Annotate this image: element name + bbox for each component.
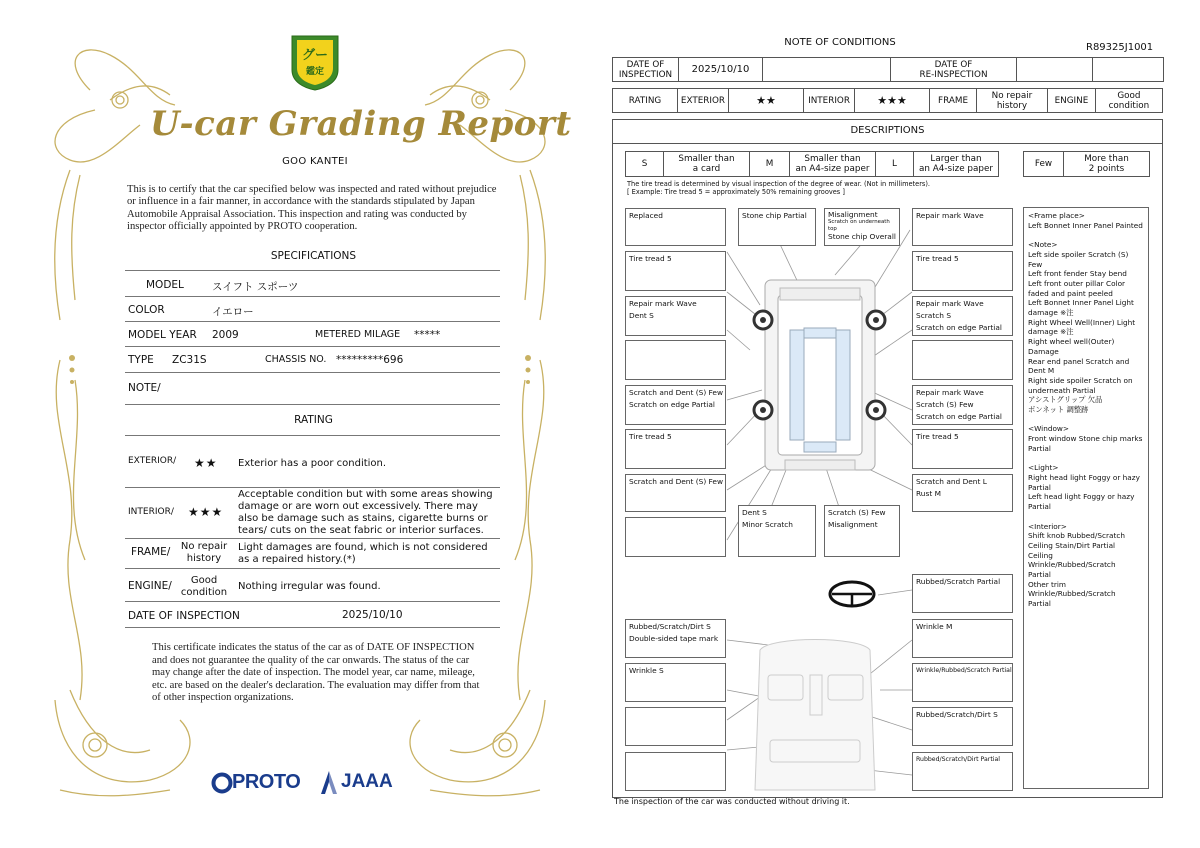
divider (125, 627, 500, 628)
descriptions-heading: DESCRIPTIONS (850, 125, 925, 136)
note-line (1028, 512, 1144, 522)
note-line: Right wheel well(Outer) (1028, 337, 1115, 347)
note-line: Left side spoiler Scratch (S) Few (1028, 249, 1129, 269)
chassis-value: *********696 (336, 354, 404, 366)
description-box (625, 752, 726, 791)
divider (125, 435, 500, 436)
engine-value-line1: Good (190, 575, 218, 586)
engine-value-line2: condition (180, 587, 228, 598)
note-line: Left Bonnet Inner Panel Light (1028, 298, 1134, 308)
note-line: Other trim (1028, 579, 1067, 589)
certificate-subtitle: GOO KANTEI (282, 156, 348, 167)
description-box: Dent S Minor Scratch (738, 505, 816, 557)
exterior-stars: ★★ (728, 89, 803, 113)
note-line: Partial (1028, 570, 1051, 580)
type-value: ZC31S (172, 354, 207, 366)
color-label: COLOR (128, 304, 165, 316)
frame-label: FRAME/ (131, 546, 171, 558)
note-line: Left Bonnet Inner Panel Painted (1028, 220, 1143, 230)
frame-description: Light damages are found, which is not considered as a repaired history.(*) (238, 542, 488, 565)
proto-logo: PROTO (232, 771, 301, 793)
description-box: Rubbed/Scratch Partial (912, 574, 1013, 613)
description-box (912, 340, 1013, 380)
description-box: Tire tread 5 (912, 251, 1013, 291)
note-line: Dent M (1028, 366, 1055, 376)
description-box: Misalignment Scratch on underneath top Stone chip Overall (824, 208, 900, 246)
note-line: Left head light Foggy or hazy (1028, 492, 1135, 502)
note-line: Right head light Foggy or hazy (1028, 472, 1140, 482)
inspection-date-table (612, 57, 1164, 82)
note-line: Damage (1028, 346, 1059, 356)
note-line: アシストグリップ 欠品 (1028, 395, 1103, 405)
note-title: NOTE OF CONDITIONS (784, 37, 896, 48)
description-box (625, 707, 726, 746)
divider (125, 372, 500, 373)
reinspection-label: DATE OF RE-INSPECTION (891, 58, 1017, 82)
empty-cell (1093, 58, 1164, 82)
condition-notes-list (1023, 207, 1149, 789)
divider (125, 404, 500, 405)
interior-description: Acceptable condition but with some areas showing damage or are worn out excessively. There may also be damage such as stains, cigarette burns or tears/ cuts on the seat fabric or interior surfaces. (238, 489, 493, 536)
frame-label: FRAME (930, 89, 977, 113)
interior-stars: ★★★ (854, 89, 929, 113)
description-box (625, 340, 726, 380)
model-year-label: MODEL YEAR (128, 329, 197, 341)
chassis-label: CHASSIS NO. (265, 354, 327, 365)
specifications-heading: SPECIFICATIONS (270, 250, 357, 262)
svg-text:鑑定: 鑑定 (305, 67, 325, 77)
rating-table (612, 88, 1163, 113)
no-driving-note: The inspection of the car was conducted without driving it. (614, 797, 850, 806)
divider (125, 538, 500, 539)
description-box: Stone chip Partial (738, 208, 816, 246)
exterior-label: EXTERIOR/ (128, 456, 177, 466)
legend-m: M (750, 152, 790, 177)
engine-value: Good condition (1095, 89, 1162, 113)
note-line: Ceiling (1028, 550, 1053, 560)
note-line: <Light> (1028, 463, 1059, 473)
exterior-label: EXTERIOR (678, 89, 729, 113)
inspection-date-value: 2025/10/10 (342, 609, 403, 621)
note-label: NOTE/ (128, 382, 161, 394)
certificate-footer-text: This certificate indicates the status of the car as of DATE OF INSPECTION and does not guarantee the quality of the car onwards. The status of the car may change after the date of inspection. The model year, car name, mileage, etc. are based on the dealer's declaration. The evaluation may differ from that of other inspection organizations. (152, 642, 480, 703)
divider (125, 601, 500, 602)
report-id: R89325J1001 (1086, 42, 1154, 53)
engine-label: ENGINE (1048, 89, 1096, 113)
frame-value-line1: No repair (180, 541, 228, 552)
divider (125, 346, 500, 347)
divider (125, 296, 500, 297)
rating-label: RATING (613, 89, 678, 113)
date-of-inspection-label: DATE OF INSPECTION (613, 58, 679, 82)
note-line: Partial (1028, 482, 1051, 492)
jaaa-logo-icon (319, 770, 339, 796)
interior-stars: ★★★ (188, 505, 224, 519)
size-legend-table (625, 151, 999, 177)
description-box: Scratch (S) Few Misalignment (824, 505, 900, 557)
divider (125, 270, 500, 271)
description-box (625, 517, 726, 557)
description-box: Wrinkle S (625, 663, 726, 702)
interior-label: INTERIOR (804, 89, 855, 113)
legend-l-desc: Larger than an A4-size paper (914, 152, 999, 177)
interior-label: INTERIOR/ (128, 507, 174, 517)
color-value: イエロー (212, 306, 254, 318)
engine-description: Nothing irregular was found. (238, 581, 381, 592)
description-box: Rubbed/Scratch/Dirt S (912, 707, 1013, 746)
note-line: Right side spoiler Scratch on (1028, 375, 1133, 385)
description-box: Tire tread 5 (912, 429, 1013, 469)
rating-heading: RATING (294, 414, 333, 426)
description-box: Replaced (625, 208, 726, 246)
description-box: Tire tread 5 (625, 429, 726, 469)
note-line: damage ※注 (1028, 308, 1074, 318)
description-box: Scratch and Dent L Rust M (912, 474, 1013, 512)
jaaa-logo: JAAA (341, 771, 393, 792)
description-box: Rubbed/Scratch/Dirt Partial (912, 752, 1013, 791)
mileage-value: ***** (414, 329, 441, 341)
description-box: Rubbed/Scratch/Dirt S Double-sided tape mark (625, 619, 726, 658)
note-line (1028, 415, 1144, 425)
mileage-label: METERED MILAGE (315, 329, 401, 340)
divider (125, 568, 500, 569)
date-of-inspection-value: 2025/10/10 (679, 58, 763, 82)
note-line: faded and paint peeled (1028, 288, 1113, 298)
legend-l: L (876, 152, 914, 177)
proto-logo-icon (211, 772, 233, 794)
model-label: MODEL (146, 279, 184, 291)
note-line: Shift knob Rubbed/Scratch (1028, 531, 1125, 541)
legend-s-desc: Smaller than a card (664, 152, 750, 177)
note-line: <Interior> (1028, 521, 1067, 531)
note-line: underneath Partial (1028, 385, 1096, 395)
empty-cell (763, 58, 891, 82)
note-line: ボンネット 調整跡 (1028, 405, 1089, 415)
reinspection-value (1017, 58, 1093, 82)
exterior-stars: ★★ (194, 456, 218, 470)
frame-value-line2: history (186, 553, 222, 564)
certificate-intro-text: This is to certify that the car specified below was inspected and rated without prejudice or influence in a fair manner, in accordance with the standards stipulated by Japan Automobile Appraisal Association. This inspection and rating was conducted by inspector officially appointed by PROTO cooperation. (127, 184, 497, 233)
certificate-title: U-car Grading Report (150, 104, 572, 144)
divider (125, 321, 500, 322)
engine-label: ENGINE/ (128, 580, 172, 592)
model-value: スイフト スポーツ (212, 281, 299, 293)
svg-text:グー: グー (301, 48, 329, 63)
goo-kantei-badge-icon (288, 32, 342, 92)
type-label: TYPE (128, 354, 154, 366)
description-box: Repair mark Wave (912, 208, 1013, 246)
note-line (1028, 454, 1144, 464)
description-box: Wrinkle M (912, 619, 1013, 658)
note-line: Partial (1028, 599, 1051, 609)
description-box: Repair mark Wave Dent S (625, 296, 726, 336)
legend-m-desc: Smaller than an A4-size paper (790, 152, 876, 177)
note-line: Right Wheel Well(Inner) Light (1028, 317, 1136, 327)
steering-wheel-icon (830, 582, 874, 606)
frame-value: No repair history (976, 89, 1047, 113)
note-line: Rear end panel Scratch and (1028, 356, 1130, 366)
note-line: <Window> (1028, 424, 1069, 434)
note-line (1028, 230, 1144, 240)
note-line: Left front fender Stay bend (1028, 269, 1127, 279)
exterior-description: Exterior has a poor condition. (238, 458, 387, 469)
note-line: <Frame place> (1028, 211, 1085, 220)
description-box: Repair mark Wave Scratch (S) Few Scratch on edge Partial (912, 385, 1013, 425)
note-line: damage ※注 (1028, 327, 1074, 337)
note-line: Front window Stone chip marks (1028, 434, 1143, 444)
tire-tread-note: The tire tread is determined by visual inspection of the degree of wear. (Not in millimeters). [ Example: Tire tread 5 = approximately 50% remaining grooves ] (627, 180, 931, 196)
note-line: Partial (1028, 502, 1051, 512)
note-line: Wrinkle/Rubbed/Scratch (1028, 589, 1116, 599)
legend-few: Few (1024, 152, 1064, 177)
note-line: <Note> (1028, 240, 1058, 250)
description-box: Tire tread 5 (625, 251, 726, 291)
description-box: Scratch and Dent (S) Few (625, 474, 726, 512)
description-box: Wrinkle/Rubbed/Scratch Partial (912, 663, 1013, 702)
note-line: Partial (1028, 443, 1051, 453)
legend-few-desc: More than 2 points (1064, 152, 1150, 177)
description-box: Repair mark Wave Scratch S Scratch on edge Partial (912, 296, 1013, 336)
description-box: Scratch and Dent (S) Few Scratch on edge Partial (625, 385, 726, 425)
note-line: Ceiling Stain/Dirt Partial (1028, 540, 1116, 550)
note-line: Wrinkle/Rubbed/Scratch (1028, 560, 1116, 570)
divider (612, 143, 1163, 144)
few-legend-table (1023, 151, 1150, 177)
note-line: Left front outer pillar Color (1028, 278, 1126, 288)
model-year-value: 2009 (212, 329, 239, 341)
inspection-date-label: DATE OF INSPECTION (128, 610, 240, 622)
divider (125, 487, 500, 488)
legend-s: S (626, 152, 664, 177)
